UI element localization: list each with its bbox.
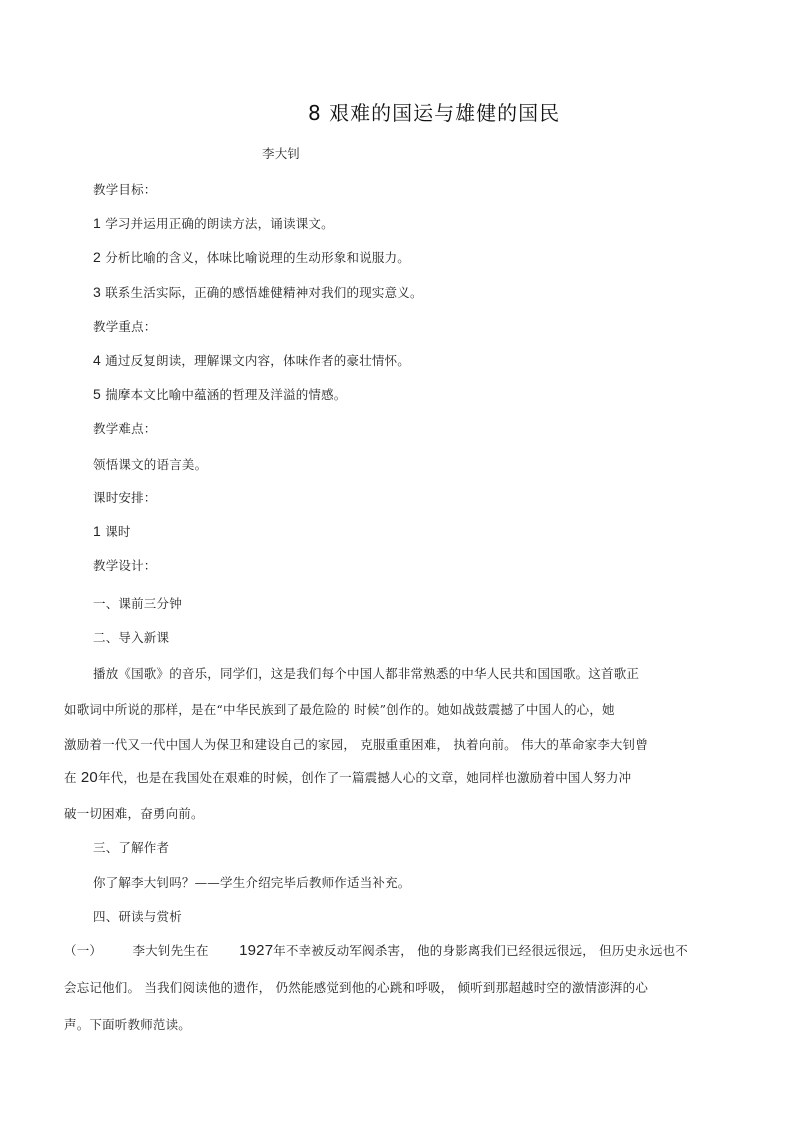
- goal-item-3: [93, 284, 423, 301]
- section-heading-goals: 教学目标：: [93, 182, 157, 197]
- item-number: 1: [93, 523, 101, 539]
- text-fragment: 年代，也是在我国处在艰难的时候，创作了一篇震撼人心的文章，她同样也激励着中国人努力冲: [97, 770, 632, 785]
- step-heading-3: 三、了解作者: [93, 840, 170, 855]
- section-heading-difficulties: 教学难点：: [93, 421, 157, 436]
- item-number: 4: [93, 352, 101, 368]
- item-number: 5: [93, 386, 101, 402]
- goal-item-2: [93, 249, 410, 266]
- paragraph-line: 破一切困难，奋勇向前。: [64, 806, 204, 821]
- year-number: 1927: [239, 942, 274, 959]
- item-text: 分析比喻的含义，体味比喻说理的生动形象和说服力。: [105, 250, 410, 265]
- document-title: 8 艰难的国运与雄健的国民: [308, 101, 561, 125]
- item-number: 3: [93, 284, 101, 300]
- key-point-item-4: [93, 352, 410, 369]
- decade-number: 20: [80, 769, 98, 786]
- item-text: 通过反复朗读，理解课文内容，体味作者的豪壮情怀。: [105, 353, 410, 368]
- step-heading-4: 四、研读与赏析: [93, 909, 182, 924]
- item-text: 揣摩本文比喻中蕴涵的哲理及洋溢的情感。: [105, 387, 347, 402]
- key-point-item-5: [93, 386, 347, 403]
- paragraph-line: 会忘记他们。 当我们阅读他的遗作， 仍然能感觉到他的心跳和呼吸， 倾听到那超越时空的激情澎湃的心: [64, 980, 649, 995]
- item-text: 课时: [105, 524, 131, 539]
- text-fragment: 李大钊先生在: [132, 943, 209, 958]
- goal-item-1: [93, 215, 334, 232]
- paragraph-line: [64, 943, 688, 959]
- step-heading-1: 一、课前三分钟: [93, 596, 182, 611]
- paragraph-line: 播放《国歌》的音乐，同学们，这是我们每个中国人都非常熟悉的中华人民共和国国歌。这首歌正: [93, 666, 640, 681]
- paragraph-line: 如歌词中所说的那样，是在“中华民族到了最危险的 时候”创作的。她如战鼓震撼了中国人的心，她: [64, 702, 615, 717]
- schedule-text: [93, 523, 131, 540]
- paragraph-line: 激励着一代又一代中国人为保卫和建设自己的家园， 克服重重困难， 执着向前。 伟大的革命家李大钊曾: [64, 737, 649, 752]
- difficulty-text: 领悟课文的语言美。: [93, 457, 208, 472]
- section-heading-design: 教学设计：: [93, 558, 157, 573]
- item-text: 联系生活实际，正确的感悟雄健精神对我们的现实意义。: [105, 285, 423, 300]
- item-number: 1: [93, 215, 101, 231]
- item-text: 学习并运用正确的朗读方法，诵读课文。: [105, 216, 334, 231]
- paragraph-line: [64, 770, 631, 786]
- item-number: 2: [93, 249, 101, 265]
- text-fragment: 在: [64, 770, 77, 785]
- section-heading-schedule: 课时安排：: [93, 490, 157, 505]
- step-heading-2: 二、导入新课: [93, 630, 170, 645]
- text-fragment: 年不幸被反动军阀杀害， 他的身影离我们已经很远很远， 但历史永远也不: [273, 943, 688, 958]
- paragraph-line: 声。下面听教师范读。: [64, 1017, 192, 1032]
- section-heading-key-points: 教学重点：: [93, 319, 157, 334]
- author-name: 李大钊: [262, 146, 301, 161]
- text-fragment: （一）: [64, 943, 103, 958]
- paragraph-line: 你了解李大钊吗？——学生介绍完毕后教师作适当补充。: [93, 875, 411, 890]
